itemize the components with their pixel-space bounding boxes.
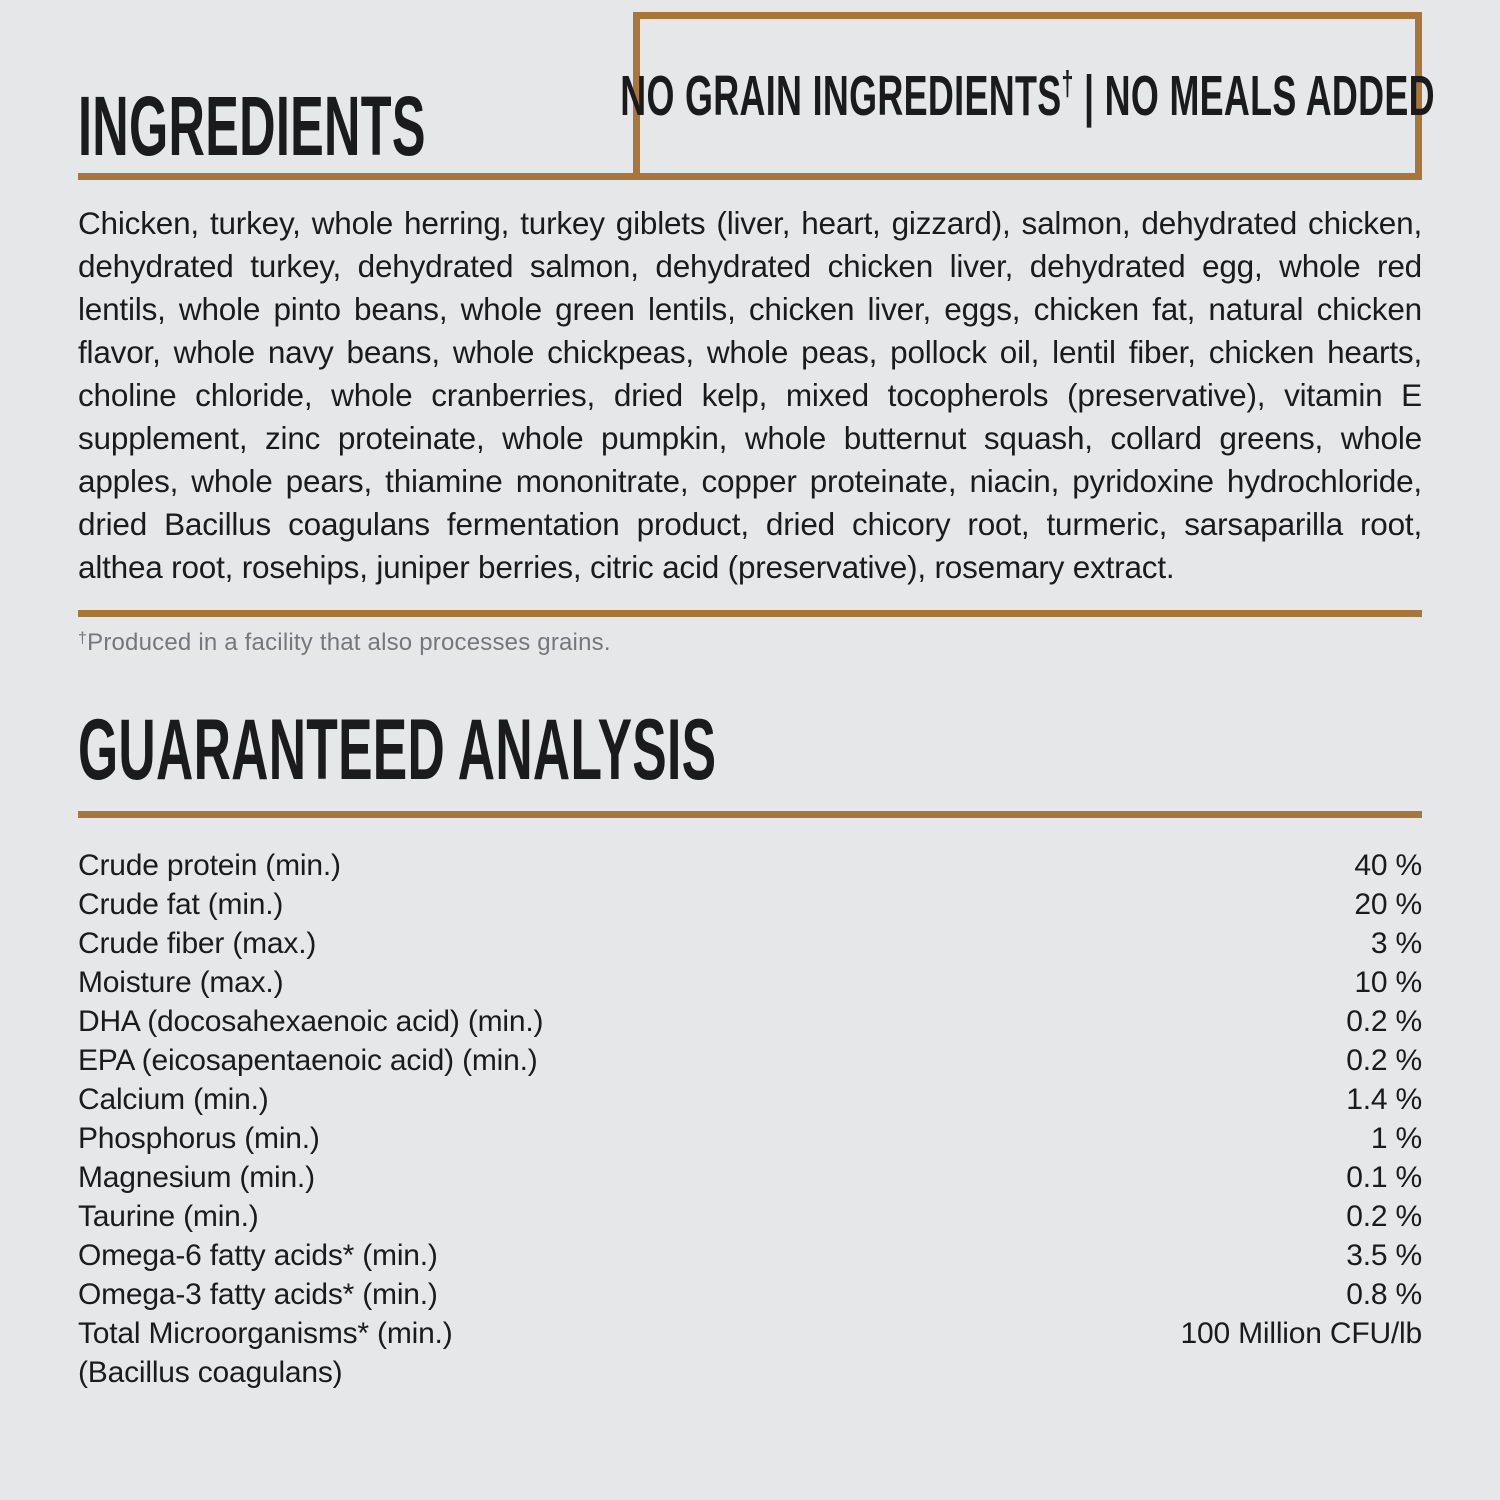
analysis-row [78,1002,1422,1041]
no-grain-badge [620,12,1435,180]
analysis-row [78,846,1422,885]
nutrient-label: EPA (eicosapentaenoic acid) (min.) [78,1044,538,1077]
nutrient-value: 0.2 % [1346,1005,1422,1038]
analysis-row [78,1119,1422,1158]
nutrient-label: Total Microorganisms* (min.) [78,1317,453,1350]
section-divider [78,610,1422,617]
analysis-row [78,1275,1422,1314]
analysis-row [78,924,1422,963]
section-divider [78,811,1422,818]
analysis-row [78,885,1422,924]
analysis-row [78,1158,1422,1197]
nutrient-value: 1.4 % [1346,1083,1422,1116]
nutrient-label: DHA (docosahexaenoic acid) (min.) [78,1005,544,1038]
ingredients-title-text: INGREDIENTS [78,79,426,173]
nutrient-label: (Bacillus coagulans) [78,1356,343,1389]
guaranteed-analysis-title-text: GUARANTEED ANALYSIS [78,702,717,798]
nutrient-value: 40 % [1354,849,1422,882]
ingredients-header [78,0,1435,180]
nutrient-value: 100 Million CFU/lb [1180,1317,1422,1350]
ingredients-title [78,79,658,173]
badge-part1: NO GRAIN INGREDIENTS [620,64,1062,128]
nutrient-value: 1 % [1370,1122,1422,1155]
footnote-text: Produced in a facility that also processes grains. [87,629,611,656]
nutrient-value: 0.2 % [1346,1044,1422,1077]
grain-footnote [78,617,1422,657]
no-grain-badge-label [620,64,1435,128]
guaranteed-analysis-title [78,657,1422,798]
analysis-table [78,846,1422,1392]
nutrient-label: Magnesium (min.) [78,1161,315,1194]
analysis-row [78,1080,1422,1119]
nutrient-label: Calcium (min.) [78,1083,269,1116]
dagger-symbol: † [1061,65,1074,103]
nutrient-label: Crude fiber (max.) [78,927,317,960]
nutrient-label: Omega-3 fatty acids* (min.) [78,1278,438,1311]
analysis-row [78,963,1422,1002]
nutrient-value: 20 % [1354,888,1422,921]
nutrient-label: Crude fat (min.) [78,888,284,921]
nutrient-label: Omega-6 fatty acids* (min.) [78,1239,438,1272]
analysis-row [78,1236,1422,1275]
nutrient-value: 3.5 % [1346,1239,1422,1272]
nutrient-label: Moisture (max.) [78,966,284,999]
nutrient-value: 10 % [1354,966,1422,999]
badge-part2: | NO MEALS ADDED [1073,64,1435,128]
ingredients-paragraph: Chicken, turkey, whole herring, turkey giblets (liver, heart, gizzard), salmon, dehydrated chicken, dehydrated turkey, dehydrated salmon, dehydrated chicken liver, dehydrated egg, whole red lentils, whole pinto beans, whole green lentils, chicken liver, eggs, chicken fat, natural chicken flavor, whole navy beans, whole chickpeas, whole peas, pollock oil, lentil fiber, chicken hearts, choline chloride, whole cranberries, dried kelp, mixed tocopherols (preservative), vitamin E supplement, zinc proteinate, whole pumpkin, whole butternut squash, collard greens, whole apples, whole pears, thiamine mononitrate, copper proteinate, niacin, pyridoxine hydrochloride, dried Bacillus coagulans fermentation product, dried chicory root, turmeric, sarsaparilla root, althea root, rosehips, juniper berries, citric acid (preservative), rosemary extract. [78,205,1422,585]
nutrient-value: 0.1 % [1346,1161,1422,1194]
nutrient-value: 0.8 % [1346,1278,1422,1311]
nutrient-label: Crude protein (min.) [78,849,341,882]
nutrient-label: Taurine (min.) [78,1200,259,1233]
nutrient-label: Phosphorus (min.) [78,1122,320,1155]
analysis-row [78,1353,1422,1392]
dagger-symbol: † [78,630,88,647]
nutrient-value: 3 % [1370,927,1422,960]
analysis-row [78,1314,1422,1353]
analysis-row [78,1041,1422,1080]
analysis-row [78,1197,1422,1236]
nutrient-value: 0.2 % [1346,1200,1422,1233]
